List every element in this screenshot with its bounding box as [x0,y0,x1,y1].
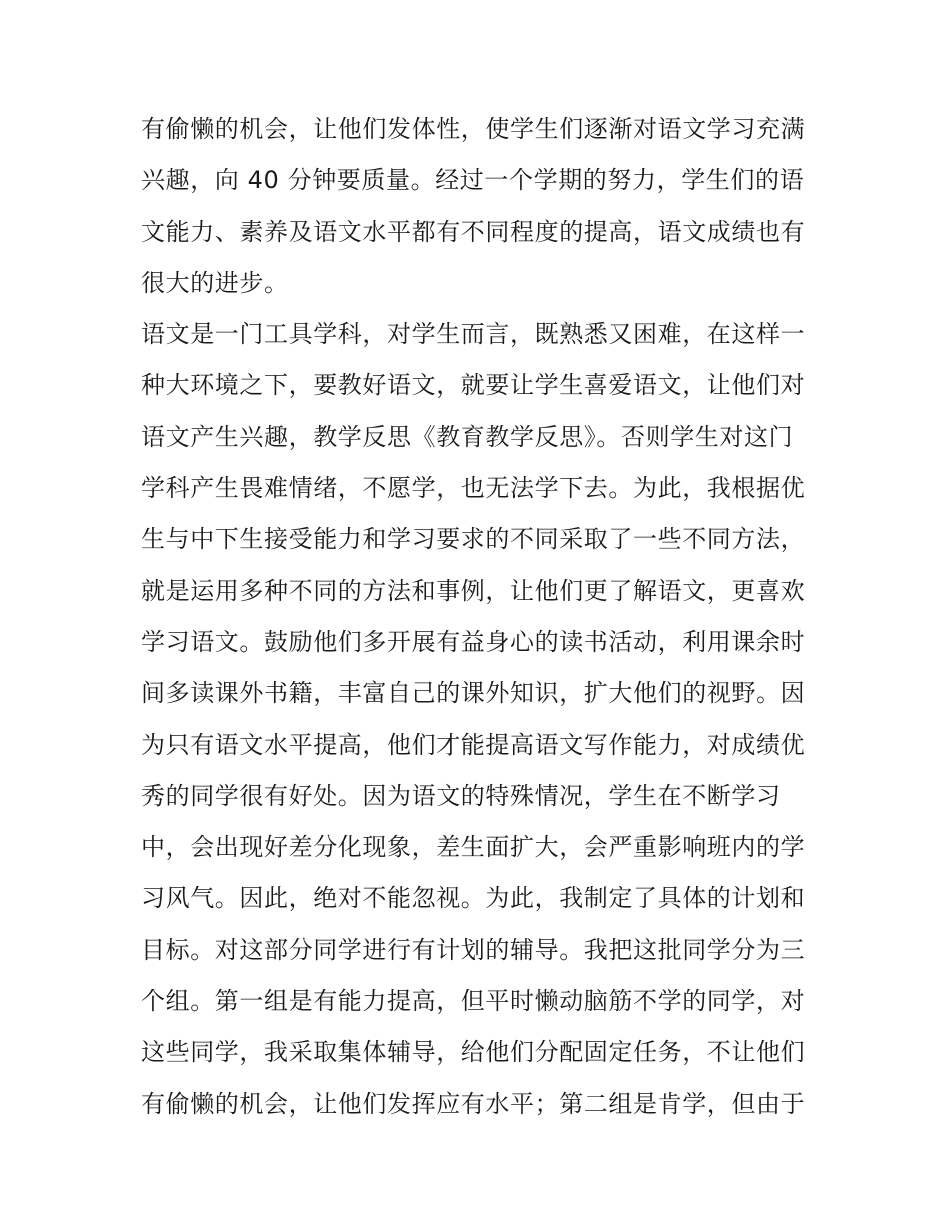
text-line: 语文是一门工具学科，对学生而言，既熟悉又困难，在这样一 [141,320,806,349]
text-line: 学习语文。鼓励他们多开展有益身心的读书活动，利用课余时 [141,627,806,656]
text-line: 有偷懒的机会，让他们发挥应有水平；第二组是肯学，但由于 [141,1089,806,1118]
body-text [141,104,821,1130]
text-line: 就是运用多种不同的方法和事例，让他们更了解语文，更喜欢 [141,576,806,605]
text-line: 间多读课外书籍，丰富自己的课外知识，扩大他们的视野。因 [141,679,806,708]
text-line: 兴趣，向 40 分钟要质量。经过一个学期的努力，学生们的语 [141,166,805,195]
text-line: 生与中下生接受能力和学习要求的不同采取了一些不同方法， [141,525,806,554]
text-line: 习风气。因此，绝对不能忽视。为此，我制定了具体的计划和 [141,884,806,913]
text-line: 种大环境之下，要教好语文，就要让学生喜爱语文，让他们对 [141,371,806,400]
text-line: 学科产生畏难情绪，不愿学，也无法学下去。为此，我根据优 [141,474,806,503]
text-line: 这些同学，我采取集体辅导，给他们分配固定任务，不让他们 [141,1038,806,1067]
text-line: 有偷懒的机会，让他们发体性，使学生们逐渐对语文学习充满 [141,115,806,143]
text-line: 很大的进步。 [141,268,289,297]
text-line: 语文产生兴趣，教学反思《教育教学反思》。否则学生对这门 [141,422,794,451]
text-line: 个组。第一组是有能力提高，但平时懒动脑筋不学的同学，对 [141,987,806,1016]
text-line: 秀的同学很有好处。因为语文的特殊情况，学生在不断学习 [141,781,781,810]
text-line: 中，会出现好差分化现象，差生面扩大，会严重影响班内的学 [141,833,806,862]
text-line: 目标。对这部分同学进行有计划的辅导。我把这批同学分为三 [141,935,806,964]
text-line: 文能力、素养及语文水平都有不同程度的提高，语文成绩也有 [141,217,806,246]
text-line: 为只有语文水平提高，他们才能提高语文写作能力，对成绩优 [141,730,806,759]
